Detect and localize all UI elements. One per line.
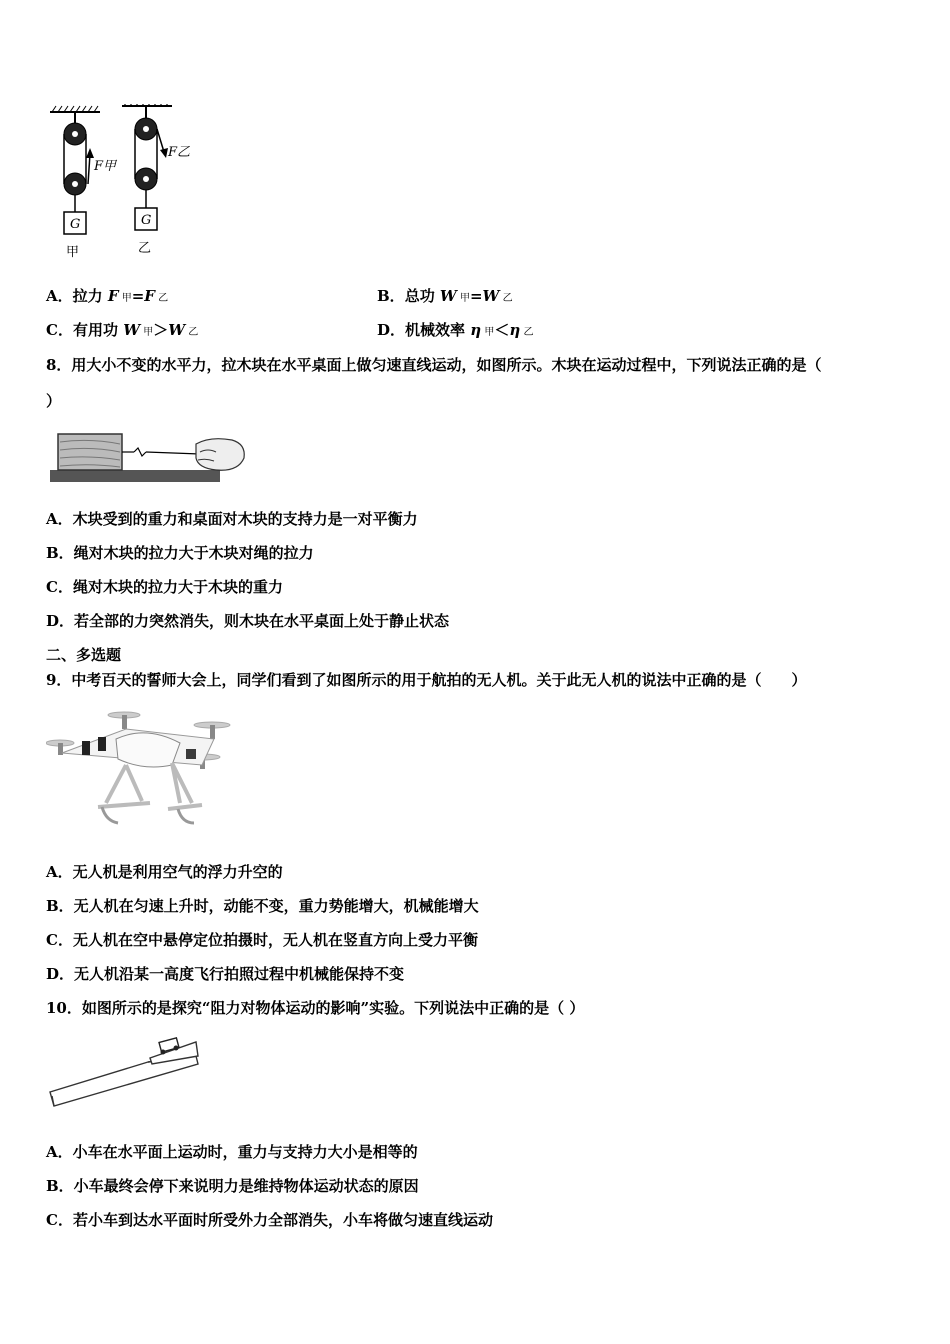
q8-option-b: B．绳对木块的拉力大于木块对绳的拉力 [46,544,314,562]
q10-stem: 10．如图所示的是探究“阻力对物体运动的影响”实验。下列说法中正确的是（ ） [46,999,585,1017]
wood-block-figure [50,428,250,486]
q8-option-d: D．若全部的力突然消失，则木块在水平桌面上处于静止状态 [46,612,450,630]
q7-option-b: B．总功 W 甲=W 乙 [377,287,513,305]
force-label-yi: F乙 [168,145,191,160]
label-yi: 乙 [138,241,152,256]
q7-option-c: C．有用功 W 甲＞W 乙 [46,321,199,339]
drone-figure [46,703,242,828]
g-label-yi: G [141,213,152,228]
section-heading: 二、多选题 [46,646,122,664]
q8-option-c: C．绳对木块的拉力大于木块的重力 [46,578,283,596]
q8-stem-line2: ） [46,392,62,410]
q9-option-d: D．无人机沿某一高度飞行拍照过程中机械能保持不变 [46,965,405,983]
label-jia: 甲 [66,245,80,260]
q10-option-a: A．小车在水平面上运动时，重力与支持力大小是相等的 [46,1143,418,1161]
ramp-cart-figure [48,1034,208,1112]
q10-option-b: B．小车最终会停下来说明力是维持物体运动状态的原因 [46,1177,419,1195]
q9-option-c: C．无人机在空中悬停定位拍摄时，无人机在竖直方向上受力平衡 [46,931,478,949]
q10-option-c: C．若小车到达水平面时所受外力全部消失，小车将做匀速直线运动 [46,1211,493,1229]
pulley-figure [46,104,196,264]
q7-option-d: D．机械效率 η 甲＜η 乙 [377,321,534,339]
q9-stem: 9．中考百天的誓师大会上，同学们看到了如图所示的用于航拍的无人机。关于此无人机的说法中正确的是（ ） [46,671,807,689]
q8-stem-line1: 8．用大小不变的水平力，拉木块在水平桌面上做匀速直线运动，如图所示。木块在运动过程中，下列说法正确的是（ [46,356,822,374]
q7-option-a: A．拉力 F 甲=F 乙 [46,287,169,305]
q9-option-b: B．无人机在匀速上升时，动能不变，重力势能增大，机械能增大 [46,897,479,915]
g-label-jia: G [70,217,81,232]
force-label-jia: F甲 [94,159,117,174]
q8-option-a: A．木块受到的重力和桌面对木块的支持力是一对平衡力 [46,510,418,528]
q9-option-a: A．无人机是利用空气的浮力升空的 [46,863,283,881]
